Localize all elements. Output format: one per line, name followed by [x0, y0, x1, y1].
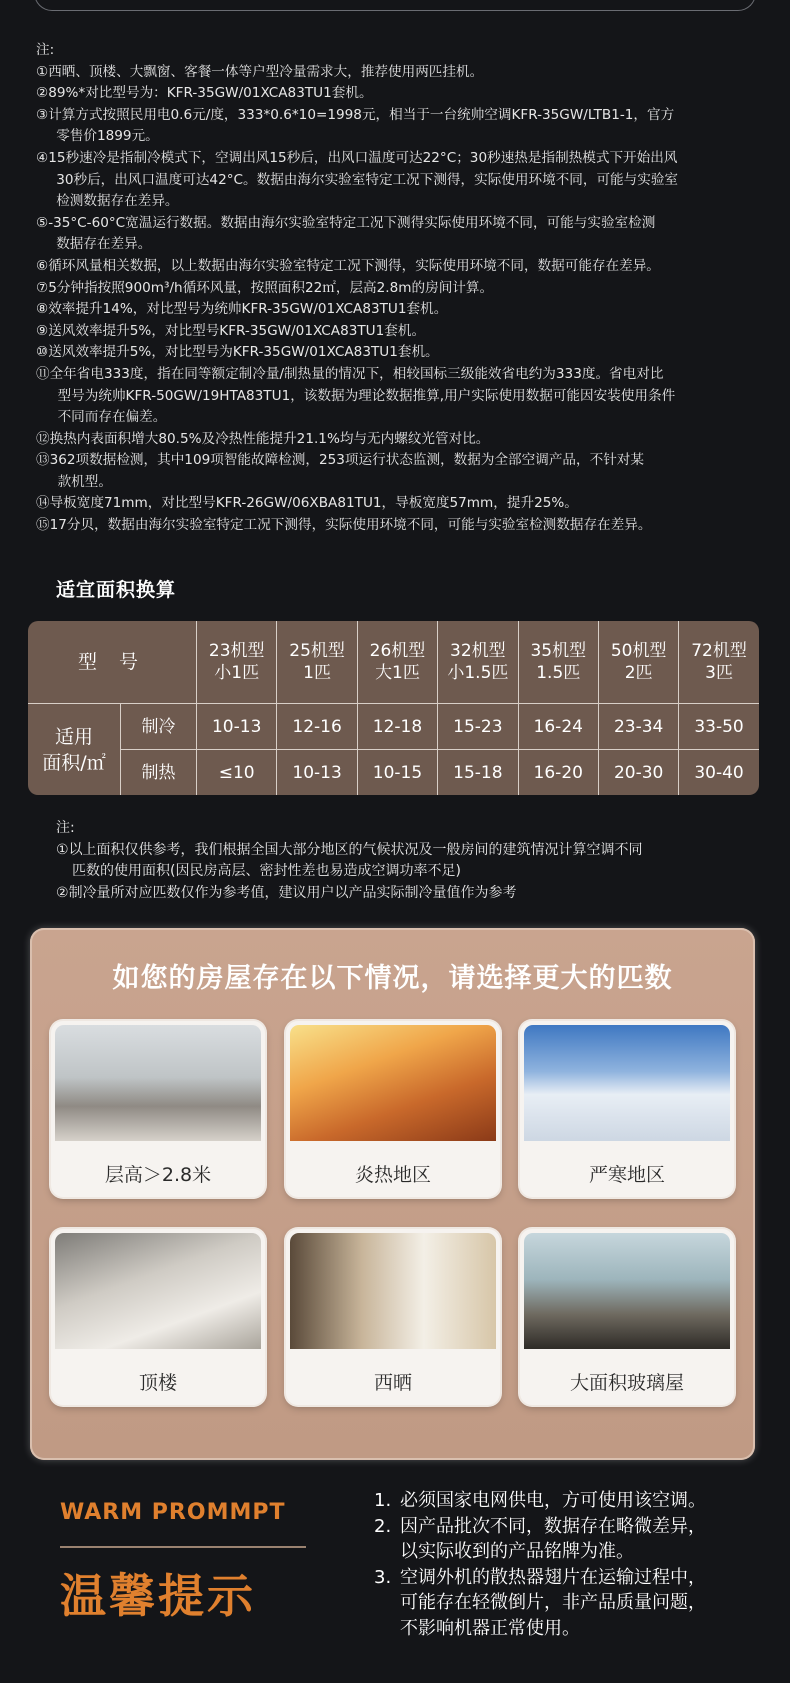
situation-caption: 顶楼: [138, 1372, 177, 1394]
footnote-line: 检测数据存在差异。: [56, 193, 179, 210]
situation-caption: 西晒: [373, 1372, 412, 1394]
snow-photo: [524, 1025, 730, 1141]
footnote-text: [50, 493, 776, 515]
footnote-line: 全年省电333度，指在同等额定制冷量/制热量的情况下，相较国标三级能效省电约为333度。省电对比: [49, 365, 664, 382]
footnote-line: 型号为统帅KFR-50GW/19HTA83TU1，该数据为理论数据推算,用户实际使用数据可能因安装使用条件: [57, 387, 676, 404]
top-frame: [34, 0, 756, 11]
area-value-cell: 16-24: [518, 703, 598, 749]
warm-tip-line: 以实际收到的产品铭牌为准。: [400, 1541, 634, 1562]
footnote-line: 89%*对比型号为：KFR-35GW/01XCA83TU1套机。: [48, 85, 373, 102]
area-value-cell: 33-50: [678, 703, 758, 749]
glass-room-photo: [524, 1233, 730, 1349]
footnotes-heading: 注:: [36, 42, 55, 58]
footnote-item: [36, 321, 776, 343]
warm-tip-line: 空调外机的散热器翅片在运输过程中，: [400, 1566, 706, 1588]
situation-tile-high-ceiling: [51, 1021, 265, 1197]
model-header-line: 3匹: [705, 663, 733, 683]
footnote-list: [36, 62, 776, 537]
warm-tip-text: [400, 1565, 774, 1642]
footnote-item: [36, 515, 776, 537]
footnote-number: ⑨: [36, 322, 49, 339]
footnote-item: [36, 148, 776, 213]
model-header-line: 小1匹: [214, 663, 260, 683]
area-conversion-table: [28, 621, 759, 795]
footnote-line: 数据存在差异。: [56, 236, 152, 253]
footnote-number: ④: [36, 149, 49, 166]
area-row-label-line: 面积/㎡: [42, 751, 106, 774]
area-value-cell: 10-15: [357, 749, 437, 795]
situation-caption: 层高＞2.8米: [104, 1164, 212, 1186]
footnote-text: [50, 515, 776, 537]
footnote-text: [48, 342, 776, 364]
footnote-number: ⑭: [36, 495, 50, 512]
warm-tip-line: 必须国家电网供电，方可使用该空调。: [400, 1490, 706, 1511]
footnote-number: ⑦: [36, 279, 49, 296]
footnote-item: [36, 429, 776, 451]
footnote-line: 送风效率提升5%，对比型号为KFR-35GW/01XCA83TU1套机。: [48, 344, 439, 361]
footnote-number: ⑪: [36, 365, 50, 382]
footnote-item: [36, 364, 776, 429]
warm-tip-line: 因产品批次不同，数据存在略微差异，: [400, 1515, 706, 1537]
area-value-cell: 16-20: [518, 749, 598, 795]
footnote-text: [50, 450, 776, 493]
footnote-line: -35°C-60°C宽温运行数据。数据由海尔实验室特定工况下测得实际使用环境不同，可能与实验室检测: [48, 214, 656, 231]
area-value-cell: 10-13: [196, 703, 276, 749]
situation-tile-glass-room: [520, 1229, 734, 1405]
warm-prompt-title: 温馨提示: [60, 1569, 256, 1623]
model-column-header: [196, 621, 276, 703]
footnote-number: ③: [36, 106, 49, 123]
footnote-line: 5分钟指按照900m³/h循环风量，按照面积22㎡，层高2.8m的房间计算。: [48, 279, 494, 296]
footnote-number: ②: [36, 85, 49, 102]
area-notes-heading: 注:: [56, 820, 75, 836]
area-notes-list: [56, 840, 776, 905]
footnote-item: [36, 62, 776, 84]
footnote-number: ⑩: [36, 344, 49, 361]
model-header-line: 2匹: [624, 663, 653, 683]
model-column-header: [437, 621, 517, 703]
footnote-item: [36, 83, 776, 105]
area-value-cell: 15-23: [437, 703, 517, 749]
warm-tip-number: 1.: [374, 1490, 392, 1511]
footnote-line: 循环风量相关数据，以上数据由海尔实验室特定工况下测得，实际使用环境不同，数据可能存在差异。: [48, 257, 660, 274]
situation-tile-cold-region: [520, 1021, 734, 1197]
area-row-label: [28, 703, 120, 795]
footnote-number: ⑧: [36, 301, 49, 318]
footnote-number: ⑬: [36, 452, 50, 469]
warm-tip-item: [374, 1488, 774, 1514]
footnote-line: 362项数据检测，其中109项智能故障检测，253项运行状态监测，数据为全部空调产品，不针对某: [49, 452, 644, 469]
desert-photo: [290, 1025, 496, 1141]
west-sun-photo: [290, 1233, 496, 1349]
footnote-item: [36, 299, 776, 321]
model-header-line: 72机型: [691, 641, 747, 661]
model-header-line: 26机型: [369, 641, 426, 661]
model-header-line: 50机型: [610, 641, 667, 661]
footnotes: [36, 40, 776, 537]
area-row-label-line: 适用: [54, 725, 93, 748]
footnote-text: [48, 62, 776, 84]
area-value-cell: 12-16: [276, 703, 356, 749]
area-notes: [56, 818, 776, 904]
area-note-number: ②: [56, 884, 69, 901]
situation-tile-hot-region: [286, 1021, 500, 1197]
model-column-header: [598, 621, 678, 703]
footnote-line: 30秒后，出风口温度可达42°C。数据由海尔实验室特定工况下测得，实际使用环境不同，可能与实验室: [56, 171, 679, 188]
area-value-cell: 30-40: [678, 749, 758, 795]
footnote-line: 计算方式按照民用电0.6元/度，333*0.6*10=1998元，相当于一台统帅空调KFR-35GW/LTB1-1，官方: [48, 106, 675, 123]
footnote-item: [36, 278, 776, 300]
area-note-line: 以上面积仅供参考，我们根据全国大部分地区的气候状况及一般房间的建筑情况计算空调不同: [68, 841, 643, 858]
warm-tip-text: [400, 1488, 774, 1514]
warm-tip-line: 不影响机器正常使用。: [400, 1617, 580, 1639]
footnote-item: [36, 342, 776, 364]
situations-title: 如您的房屋存在以下情况，请选择更大的匹数: [112, 963, 673, 994]
attic-photo: [55, 1233, 261, 1349]
footnote-text: [50, 364, 776, 429]
model-header-line: 1匹: [303, 663, 331, 683]
footnote-number: ⑫: [36, 430, 50, 447]
warm-tip-item: [374, 1565, 774, 1642]
footnote-item: [36, 450, 776, 493]
model-column-header: [357, 621, 437, 703]
footnote-line: 零售价1899元。: [56, 128, 159, 145]
footnote-line: 西晒、顶楼、大飘窗、客餐一体等户型冷量需求大，推荐使用两匹挂机。: [48, 63, 484, 80]
model-header-line: 小1.5匹: [447, 663, 509, 683]
footnote-text: [48, 148, 776, 213]
area-value-cell: 23-34: [598, 703, 678, 749]
area-value-cell: 20-30: [598, 749, 678, 795]
footnote-number: ⑥: [36, 257, 49, 274]
warm-divider: [60, 1546, 306, 1548]
high-ceiling-photo: [55, 1025, 261, 1141]
footnote-line: 15秒速冷是指制冷模式下，空调出风15秒后，出风口温度可达22°C；30秒速热是指制热模式下开始出风: [48, 149, 678, 166]
area-value-cell: 10-13: [276, 749, 356, 795]
area-note-item: [56, 840, 776, 883]
model-header-line: 23机型: [208, 641, 265, 661]
footnote-line: 17分贝，数据由海尔实验室特定工况下测得，实际使用环境不同，可能与实验室检测数据存在差异。: [49, 517, 652, 534]
area-value-cell: 15-18: [437, 749, 517, 795]
footnote-text: [48, 321, 776, 343]
model-header: 型 号: [77, 651, 147, 673]
footnote-number: ①: [36, 63, 49, 80]
mode-label: 制热: [120, 749, 196, 795]
situations-panel: [30, 928, 755, 1460]
model-header-line: 25机型: [289, 641, 345, 661]
footnote-line: 不同而存在偏差。: [57, 409, 167, 426]
area-section-title: 适宜面积换算: [56, 579, 177, 601]
area-note-line: 制冷量所对应匹数仅作为参考值，建议用户以产品实际制冷量值作为参考: [68, 884, 517, 901]
footnote-text: [48, 105, 776, 148]
footnote-line: 效率提升14%，对比型号为统帅KFR-35GW/01XCA83TU1套机。: [48, 301, 448, 318]
footnote-text: [48, 278, 776, 300]
footnote-text: [50, 429, 776, 451]
model-column-header: [678, 621, 758, 703]
area-value-cell: ≤10: [196, 749, 276, 795]
model-header-line: 35机型: [530, 641, 587, 661]
warm-tip-number: 2.: [374, 1515, 392, 1537]
area-note-line: 匹数的使用面积(因民房高层、密封性差也易造成空调功率不足): [72, 863, 461, 879]
model-column-header: [518, 621, 598, 703]
footnote-text: [48, 299, 776, 321]
mode-label: 制冷: [120, 703, 196, 749]
situation-caption: 严寒地区: [588, 1164, 665, 1186]
footnote-line: 导板宽度71mm，对比型号KFR-26GW/06XBA81TU1，导板宽度57mm，提升25%。: [49, 495, 578, 512]
warm-tip-text: [400, 1514, 774, 1565]
model-header-line: 1.5匹: [536, 663, 581, 683]
footnote-line: 款机型。: [57, 473, 112, 490]
area-value-cell: 12-18: [357, 703, 437, 749]
situation-tile-top-floor: [51, 1229, 265, 1405]
footnote-number: ⑮: [36, 517, 50, 534]
footnote-text: [48, 83, 776, 105]
warm-prompt-english: WARM PROMMPT: [60, 1500, 286, 1525]
area-note-number: ①: [56, 841, 69, 858]
warm-tips-list: [374, 1488, 774, 1641]
footnote-item: [36, 105, 776, 148]
footnote-number: ⑤: [36, 214, 49, 231]
area-note-item: [56, 883, 776, 905]
warm-tip-item: [374, 1514, 774, 1565]
footnote-line: 送风效率提升5%，对比型号KFR-35GW/01XCA83TU1套机。: [48, 322, 426, 339]
model-header-line: 大1匹: [375, 663, 420, 683]
footnote-item: [36, 493, 776, 515]
model-column-header: [276, 621, 356, 703]
situation-caption: 大面积玻璃屋: [569, 1372, 684, 1394]
footnote-item: [36, 213, 776, 256]
footnote-text: [48, 213, 776, 256]
footnote-item: [36, 256, 776, 278]
warm-tip-number: 3.: [374, 1566, 392, 1588]
situation-tile-west-sun: [286, 1229, 500, 1405]
model-header-line: 32机型: [450, 641, 506, 661]
footnote-line: 换热内表面积增大80.5%及冷热性能提升21.1%均与无内螺纹光管对比。: [49, 430, 490, 447]
warm-tip-line: 可能存在轻微倒片，非产品质量问题，: [400, 1592, 706, 1613]
situation-caption: 炎热地区: [354, 1164, 431, 1186]
footnote-text: [48, 256, 776, 278]
